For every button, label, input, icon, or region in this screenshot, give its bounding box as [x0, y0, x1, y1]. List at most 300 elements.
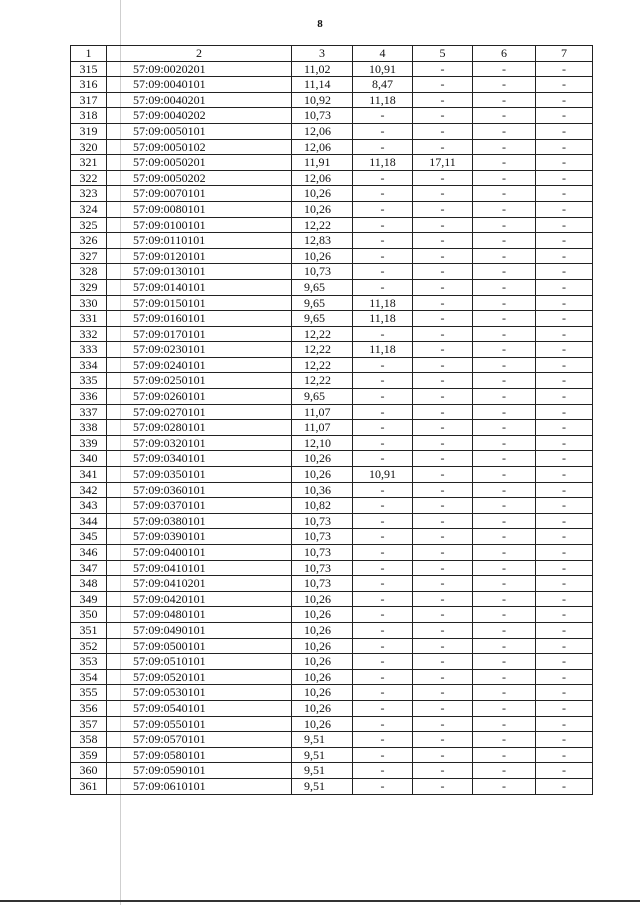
- table-cell: -: [473, 451, 536, 467]
- table-cell: 355: [71, 685, 107, 701]
- table-cell: -: [413, 373, 473, 389]
- table-cell: 332: [71, 326, 107, 342]
- table-cell: -: [473, 357, 536, 373]
- table-cell: 9,51: [292, 732, 353, 748]
- table-cell: -: [353, 233, 413, 249]
- table-row: [71, 467, 593, 483]
- table-cell: -: [473, 607, 536, 623]
- table-cell: -: [473, 747, 536, 763]
- table-cell: 57:09:0250101: [107, 373, 292, 389]
- table-row: [71, 357, 593, 373]
- table-cell: -: [536, 201, 593, 217]
- table-row: [71, 264, 593, 280]
- table-cell: 10,73: [292, 529, 353, 545]
- table-cell: -: [353, 622, 413, 638]
- table-cell: -: [413, 77, 473, 93]
- table-cell: -: [413, 435, 473, 451]
- table-cell: -: [473, 498, 536, 514]
- table-cell: 321: [71, 155, 107, 171]
- table-cell: 317: [71, 92, 107, 108]
- table-cell: -: [536, 155, 593, 171]
- table-cell: -: [473, 591, 536, 607]
- table-cell: -: [536, 622, 593, 638]
- table-cell: -: [536, 747, 593, 763]
- table-cell: -: [353, 747, 413, 763]
- column-header: 5: [413, 46, 473, 62]
- table-cell: -: [353, 529, 413, 545]
- table-cell: -: [536, 77, 593, 93]
- table-cell: -: [413, 201, 473, 217]
- table-cell: -: [473, 77, 536, 93]
- table-cell: -: [536, 700, 593, 716]
- table-cell: -: [473, 638, 536, 654]
- table-cell: 10,26: [292, 700, 353, 716]
- bottom-rule: [0, 900, 640, 902]
- table-cell: -: [413, 607, 473, 623]
- table-cell: 57:09:0050101: [107, 123, 292, 139]
- table-cell: 57:09:0050201: [107, 155, 292, 171]
- table-row: [71, 108, 593, 124]
- table-cell: 57:09:0320101: [107, 435, 292, 451]
- column-header: 6: [473, 46, 536, 62]
- table-row: [71, 217, 593, 233]
- table-cell: 12,10: [292, 435, 353, 451]
- table-cell: 324: [71, 201, 107, 217]
- table-cell: -: [353, 638, 413, 654]
- table-row: [71, 513, 593, 529]
- table-cell: 57:09:0510101: [107, 654, 292, 670]
- table-cell: 57:09:0260101: [107, 389, 292, 405]
- table-cell: -: [536, 732, 593, 748]
- table-cell: 326: [71, 233, 107, 249]
- table-cell: 349: [71, 591, 107, 607]
- table-cell: 57:09:0550101: [107, 716, 292, 732]
- table-cell: -: [473, 155, 536, 171]
- table-row: [71, 295, 593, 311]
- table-row: [71, 389, 593, 405]
- table-cell: -: [473, 311, 536, 327]
- table-row: [71, 170, 593, 186]
- column-header: 7: [536, 46, 593, 62]
- table-cell: -: [536, 139, 593, 155]
- table-cell: 57:09:0410201: [107, 576, 292, 592]
- table-cell: 10,26: [292, 654, 353, 670]
- table-cell: -: [353, 217, 413, 233]
- table-cell: 57:09:0280101: [107, 420, 292, 436]
- table-cell: 337: [71, 404, 107, 420]
- table-cell: 57:09:0230101: [107, 342, 292, 358]
- table-cell: 11,18: [353, 295, 413, 311]
- table-cell: 9,65: [292, 311, 353, 327]
- table-cell: 10,73: [292, 560, 353, 576]
- table-row: [71, 326, 593, 342]
- table-cell: 57:09:0490101: [107, 622, 292, 638]
- table-cell: -: [413, 311, 473, 327]
- table-cell: 57:09:0420101: [107, 591, 292, 607]
- table-cell: -: [473, 264, 536, 280]
- table-cell: 11,18: [353, 155, 413, 171]
- table-cell: 10,26: [292, 622, 353, 638]
- table-cell: -: [536, 342, 593, 358]
- table-cell: -: [413, 560, 473, 576]
- table-cell: -: [413, 482, 473, 498]
- table-cell: 356: [71, 700, 107, 716]
- table-cell: -: [353, 404, 413, 420]
- table-row: [71, 155, 593, 171]
- table-cell: 57:09:0020201: [107, 61, 292, 77]
- table-cell: -: [353, 108, 413, 124]
- table-cell: 351: [71, 622, 107, 638]
- table-cell: -: [536, 435, 593, 451]
- table-cell: -: [353, 763, 413, 779]
- table-cell: -: [353, 451, 413, 467]
- table-cell: 57:09:0120101: [107, 248, 292, 264]
- table-cell: 10,26: [292, 467, 353, 483]
- table-cell: -: [473, 435, 536, 451]
- table-cell: -: [536, 716, 593, 732]
- column-header: 4: [353, 46, 413, 62]
- table-cell: 10,91: [353, 61, 413, 77]
- table-cell: -: [473, 778, 536, 794]
- table-cell: -: [536, 482, 593, 498]
- table-cell: 57:09:0580101: [107, 747, 292, 763]
- table-cell: 57:09:0040201: [107, 92, 292, 108]
- table-cell: 10,82: [292, 498, 353, 514]
- table-cell: 57:09:0540101: [107, 700, 292, 716]
- table-cell: -: [536, 295, 593, 311]
- table-row: [71, 186, 593, 202]
- table-row: [71, 373, 593, 389]
- table-cell: -: [536, 591, 593, 607]
- table-cell: 10,26: [292, 248, 353, 264]
- table-cell: 320: [71, 139, 107, 155]
- table-cell: -: [413, 732, 473, 748]
- table-cell: -: [413, 778, 473, 794]
- table-cell: -: [353, 545, 413, 561]
- table-cell: -: [536, 311, 593, 327]
- data-table: [70, 45, 593, 795]
- table-cell: 325: [71, 217, 107, 233]
- table-cell: 12,22: [292, 217, 353, 233]
- table-cell: -: [536, 357, 593, 373]
- column-header: 2: [107, 46, 292, 62]
- table-cell: -: [353, 373, 413, 389]
- table-cell: -: [473, 233, 536, 249]
- table-cell: -: [473, 123, 536, 139]
- table-row: [71, 248, 593, 264]
- table-cell: 10,73: [292, 576, 353, 592]
- table-cell: -: [353, 778, 413, 794]
- table-cell: 331: [71, 311, 107, 327]
- table-cell: 336: [71, 389, 107, 405]
- table-cell: 341: [71, 467, 107, 483]
- table-cell: -: [536, 685, 593, 701]
- table-row: [71, 700, 593, 716]
- table-cell: 57:09:0240101: [107, 357, 292, 373]
- table-cell: 57:09:0080101: [107, 201, 292, 217]
- table-cell: 57:09:0380101: [107, 513, 292, 529]
- table-cell: -: [353, 560, 413, 576]
- table-cell: 348: [71, 576, 107, 592]
- table-cell: 10,26: [292, 669, 353, 685]
- table-body: [71, 61, 593, 794]
- table-cell: -: [536, 545, 593, 561]
- table-cell: -: [473, 404, 536, 420]
- table-cell: -: [353, 482, 413, 498]
- table-cell: 57:09:0520101: [107, 669, 292, 685]
- table-cell: -: [536, 467, 593, 483]
- table-cell: -: [413, 186, 473, 202]
- table-cell: -: [353, 607, 413, 623]
- table-cell: 57:09:0370101: [107, 498, 292, 514]
- table-cell: 10,36: [292, 482, 353, 498]
- table-cell: 359: [71, 747, 107, 763]
- table-row: [71, 560, 593, 576]
- table-cell: -: [536, 420, 593, 436]
- table-cell: -: [413, 498, 473, 514]
- table-cell: 11,14: [292, 77, 353, 93]
- table-cell: -: [473, 560, 536, 576]
- table-cell: 10,73: [292, 108, 353, 124]
- table-cell: -: [536, 498, 593, 514]
- table-row: [71, 763, 593, 779]
- table-cell: 9,65: [292, 279, 353, 295]
- table-row: [71, 342, 593, 358]
- table-cell: -: [353, 513, 413, 529]
- table-cell: -: [413, 389, 473, 405]
- table-cell: 9,51: [292, 778, 353, 794]
- table-cell: -: [536, 373, 593, 389]
- table-cell: -: [353, 326, 413, 342]
- table-cell: -: [353, 357, 413, 373]
- table-cell: 12,06: [292, 170, 353, 186]
- table-cell: -: [473, 248, 536, 264]
- table-cell: -: [353, 576, 413, 592]
- table-cell: 57:09:0040202: [107, 108, 292, 124]
- table-cell: 316: [71, 77, 107, 93]
- table-cell: 11,18: [353, 311, 413, 327]
- table-cell: -: [536, 404, 593, 420]
- table-cell: 57:09:0530101: [107, 685, 292, 701]
- table-row: [71, 732, 593, 748]
- table-row: [71, 638, 593, 654]
- table-cell: -: [473, 201, 536, 217]
- table-cell: 10,26: [292, 591, 353, 607]
- table-cell: 57:09:0140101: [107, 279, 292, 295]
- table-cell: 10,26: [292, 201, 353, 217]
- table-cell: 12,22: [292, 373, 353, 389]
- table-cell: 322: [71, 170, 107, 186]
- table-cell: -: [473, 279, 536, 295]
- table-cell: -: [473, 467, 536, 483]
- table-row: [71, 685, 593, 701]
- table-cell: -: [353, 498, 413, 514]
- table-row: [71, 654, 593, 670]
- table-row: [71, 279, 593, 295]
- table-cell: -: [536, 326, 593, 342]
- table-cell: 335: [71, 373, 107, 389]
- table-cell: -: [353, 201, 413, 217]
- table-cell: 10,26: [292, 716, 353, 732]
- table-row: [71, 435, 593, 451]
- table-cell: 57:09:0360101: [107, 482, 292, 498]
- table-cell: -: [536, 638, 593, 654]
- table-cell: 358: [71, 732, 107, 748]
- table-row: [71, 77, 593, 93]
- table-cell: 57:09:0410101: [107, 560, 292, 576]
- table-cell: -: [473, 482, 536, 498]
- table-cell: -: [353, 669, 413, 685]
- table-cell: -: [473, 217, 536, 233]
- table-cell: 12,06: [292, 123, 353, 139]
- table-cell: -: [413, 654, 473, 670]
- table-row: [71, 123, 593, 139]
- table-cell: -: [536, 248, 593, 264]
- table-cell: 8,47: [353, 77, 413, 93]
- table-cell: -: [473, 108, 536, 124]
- table-cell: -: [413, 217, 473, 233]
- table-cell: 10,73: [292, 545, 353, 561]
- table-cell: -: [473, 763, 536, 779]
- table-cell: 328: [71, 264, 107, 280]
- table-cell: 340: [71, 451, 107, 467]
- table-cell: -: [536, 763, 593, 779]
- table-row: [71, 591, 593, 607]
- table-cell: 361: [71, 778, 107, 794]
- table-row: [71, 61, 593, 77]
- table-cell: 57:09:0340101: [107, 451, 292, 467]
- table-cell: -: [413, 545, 473, 561]
- table-cell: -: [473, 732, 536, 748]
- table-cell: -: [413, 467, 473, 483]
- table-cell: -: [353, 186, 413, 202]
- table-cell: -: [413, 92, 473, 108]
- table-row: [71, 420, 593, 436]
- table-cell: 9,65: [292, 389, 353, 405]
- table-cell: -: [413, 747, 473, 763]
- table-cell: 57:09:0350101: [107, 467, 292, 483]
- table-cell: 12,22: [292, 342, 353, 358]
- table-cell: 57:09:0170101: [107, 326, 292, 342]
- table-cell: 17,11: [413, 155, 473, 171]
- table-cell: -: [536, 560, 593, 576]
- table-cell: 342: [71, 482, 107, 498]
- table-cell: -: [473, 342, 536, 358]
- table-cell: -: [536, 61, 593, 77]
- table-cell: -: [536, 123, 593, 139]
- table-cell: -: [413, 170, 473, 186]
- table-cell: -: [536, 529, 593, 545]
- table-cell: -: [536, 607, 593, 623]
- table-cell: -: [353, 279, 413, 295]
- table-cell: 12,22: [292, 357, 353, 373]
- table-cell: -: [536, 279, 593, 295]
- table-cell: -: [413, 622, 473, 638]
- table-cell: -: [413, 404, 473, 420]
- table-cell: -: [353, 435, 413, 451]
- table-cell: 345: [71, 529, 107, 545]
- table-cell: -: [536, 778, 593, 794]
- table-cell: 57:09:0150101: [107, 295, 292, 311]
- table-cell: 10,91: [353, 467, 413, 483]
- table-cell: 11,07: [292, 420, 353, 436]
- table-cell: -: [536, 170, 593, 186]
- table-cell: -: [413, 233, 473, 249]
- table-cell: 9,51: [292, 763, 353, 779]
- table-cell: -: [536, 513, 593, 529]
- table-cell: 346: [71, 545, 107, 561]
- table-cell: -: [353, 123, 413, 139]
- table-row: [71, 607, 593, 623]
- table-cell: 11,91: [292, 155, 353, 171]
- table-cell: -: [536, 108, 593, 124]
- table-cell: -: [536, 186, 593, 202]
- table-cell: 11,18: [353, 92, 413, 108]
- table-cell: -: [353, 591, 413, 607]
- table-cell: -: [413, 513, 473, 529]
- table-cell: -: [473, 373, 536, 389]
- table-cell: 318: [71, 108, 107, 124]
- table-cell: 57:09:0040101: [107, 77, 292, 93]
- table-cell: 10,26: [292, 186, 353, 202]
- table-cell: 57:09:0160101: [107, 311, 292, 327]
- table-cell: -: [353, 264, 413, 280]
- table-cell: -: [353, 654, 413, 670]
- table-cell: 10,73: [292, 513, 353, 529]
- table-cell: -: [413, 716, 473, 732]
- table-cell: -: [536, 92, 593, 108]
- table-cell: 57:09:0070101: [107, 186, 292, 202]
- table-row: [71, 747, 593, 763]
- table-cell: 11,07: [292, 404, 353, 420]
- table-cell: 12,83: [292, 233, 353, 249]
- table-row: [71, 576, 593, 592]
- table-cell: -: [473, 295, 536, 311]
- table-cell: -: [473, 669, 536, 685]
- table-cell: -: [413, 576, 473, 592]
- table-cell: -: [473, 389, 536, 405]
- table-cell: 12,22: [292, 326, 353, 342]
- table-cell: 360: [71, 763, 107, 779]
- table-cell: -: [413, 638, 473, 654]
- table-cell: -: [473, 186, 536, 202]
- table-cell: 10,92: [292, 92, 353, 108]
- table-row: [71, 669, 593, 685]
- table-cell: 315: [71, 61, 107, 77]
- table-cell: -: [473, 92, 536, 108]
- table-cell: 10,73: [292, 264, 353, 280]
- table-cell: -: [413, 451, 473, 467]
- table-cell: -: [413, 420, 473, 436]
- table-cell: 12,06: [292, 139, 353, 155]
- table-cell: 57:09:0500101: [107, 638, 292, 654]
- column-header: 3: [292, 46, 353, 62]
- table-cell: 57:09:0270101: [107, 404, 292, 420]
- table-cell: 9,65: [292, 295, 353, 311]
- table-cell: -: [473, 700, 536, 716]
- table-cell: 333: [71, 342, 107, 358]
- table-cell: -: [413, 108, 473, 124]
- table-cell: 350: [71, 607, 107, 623]
- table-cell: -: [413, 669, 473, 685]
- table-row: [71, 716, 593, 732]
- table-cell: 357: [71, 716, 107, 732]
- table-cell: -: [353, 248, 413, 264]
- table-cell: -: [536, 217, 593, 233]
- table-cell: -: [353, 732, 413, 748]
- table-cell: 11,18: [353, 342, 413, 358]
- table-cell: -: [413, 763, 473, 779]
